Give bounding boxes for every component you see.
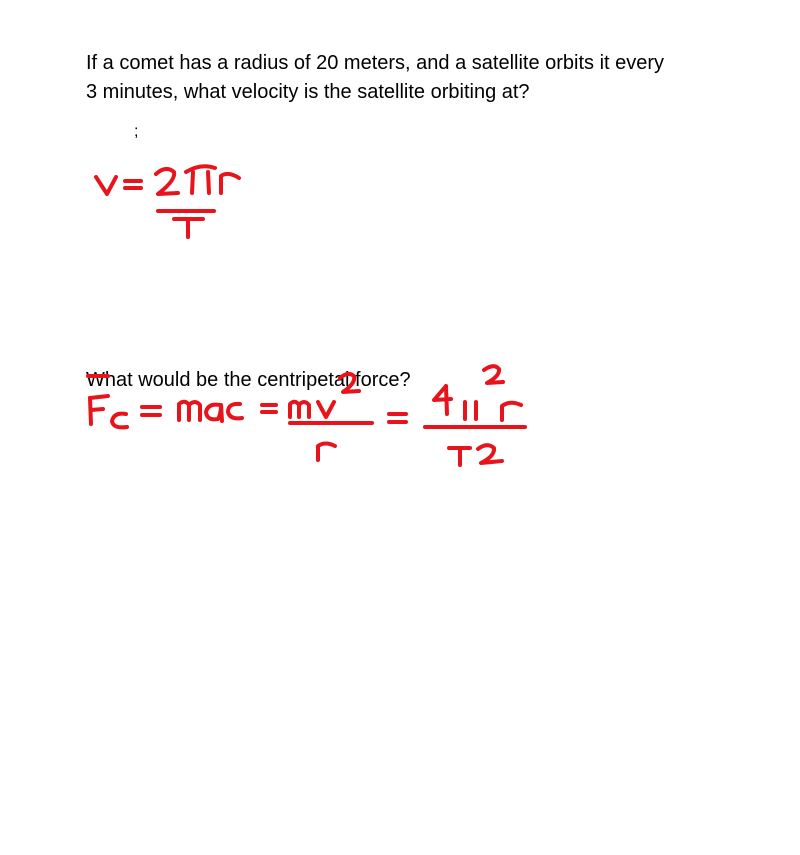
question-1-line-2: 3 minutes, what velocity is the satellite orbiting at? <box>86 81 530 103</box>
question-1-line-1: If a comet has a radius of 20 meters, and a satellite orbits it every <box>86 52 665 74</box>
question-2: What would be the centripetal force? <box>86 369 411 391</box>
stray-mark: ; <box>134 123 139 140</box>
velocity-formula-ink <box>96 166 239 237</box>
